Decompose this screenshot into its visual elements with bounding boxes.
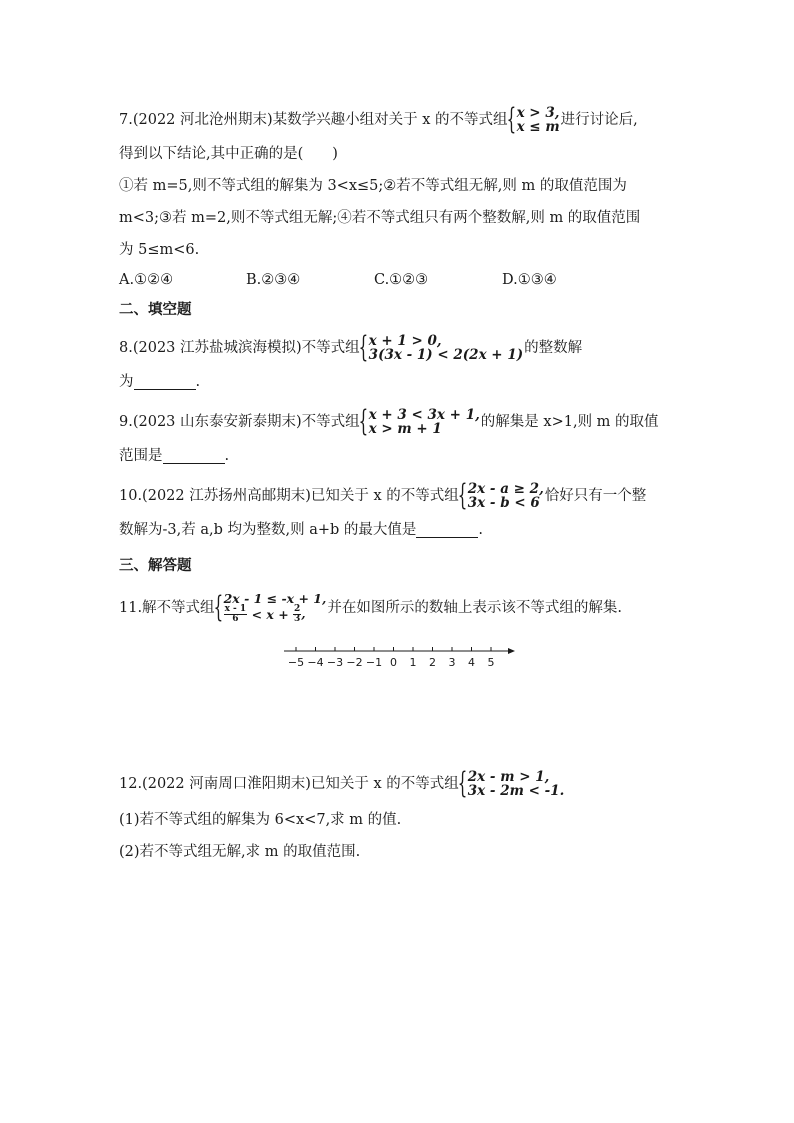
q10-suffix: 恰好只有一个整 <box>544 488 647 504</box>
q8-line1 <box>119 334 582 362</box>
section-fill-in-heading: 二、填空题 <box>119 301 192 318</box>
q11-fraction-left: $\frac{x - 1}{6}$ <box>224 604 247 624</box>
q10-answer-blank[interactable] <box>416 523 478 538</box>
q7-system: { x > 3, x ≤ m <box>509 106 560 134</box>
number-line <box>278 642 518 676</box>
q9-system: { x + 3 < 3x + 1, x > m + 1 <box>361 408 480 436</box>
q9-line1 <box>119 408 659 436</box>
number-line-label: 5 <box>487 656 495 669</box>
number-line-label: 4 <box>468 656 475 669</box>
q9-line2: 范围是 . <box>119 448 230 464</box>
q12-line1 <box>119 770 565 798</box>
number-line-label: −3 <box>326 656 344 669</box>
number-line-label: 3 <box>448 656 456 669</box>
section-solve-heading: 三、解答题 <box>119 557 192 574</box>
q9-suffix: 的解集是 x>1,则 m 的取值 <box>480 414 659 430</box>
q10-line2: 数解为-3,若 a,b 均为整数,则 a+b 的最大值是 . <box>119 522 483 538</box>
q10-line1 <box>119 482 646 510</box>
q7-prefix: 7.(2022 河北沧州期末)某数学兴趣小组对关于 x 的不等式组 <box>119 112 508 128</box>
q8-line2: 为 . <box>119 374 201 390</box>
q11-suffix: 并在如图所示的数轴上表示该不等式组的解集. <box>327 600 622 616</box>
number-line-label: 2 <box>429 656 436 669</box>
q7-line2: 得到以下结论,其中正确的是( ) <box>119 146 338 162</box>
q7-line4: m<3;③若 m=2,则不等式组无解;④若不等式组只有两个整数解,则 m 的取值范围 <box>119 210 641 226</box>
number-line-label: 1 <box>409 656 417 669</box>
q8-prefix: 8.(2023 江苏盐城滨海模拟)不等式组 <box>119 340 360 356</box>
q12-part2: (2)若不等式组无解,求 m 的取值范围. <box>119 844 361 860</box>
number-line-label: −2 <box>346 656 363 669</box>
number-line-label: −4 <box>307 656 324 669</box>
q8-suffix: 的整数解 <box>524 340 583 356</box>
q8-system: { x + 1 > 0, 3(3x - 1) < 2(2x + 1) <box>361 334 523 362</box>
q11-line1 <box>119 592 622 624</box>
q7-line1 <box>119 106 638 134</box>
q12-part1: (1)若不等式组的解集为 6<x<7,求 m 的值. <box>119 812 402 828</box>
q10-prefix: 10.(2022 江苏扬州高邮期末)已知关于 x 的不等式组 <box>119 488 459 504</box>
number-line-label: 0 <box>390 656 397 669</box>
number-line-label: −5 <box>287 656 305 669</box>
q7-option-b: B.②③④ <box>246 272 301 288</box>
q7-option-c: C.①②③ <box>374 272 429 288</box>
q8-answer-blank[interactable] <box>134 375 196 390</box>
q7-option-d: D.①③④ <box>502 272 557 288</box>
q9-answer-blank[interactable] <box>163 449 225 464</box>
number-line-label: −1 <box>365 656 383 669</box>
q12-system: { 2x - m > 1, 3x - 2m < -1. <box>460 770 565 798</box>
q11-fraction-right: $\frac{2}{3}$ <box>294 604 301 624</box>
q7-line3: ①若 m=5,则不等式组的解集为 3<x≤5;②若不等式组无解,则 m 的取值范围为 <box>119 178 627 194</box>
q7-line5: 为 5≤m<6. <box>119 242 200 258</box>
q9-prefix: 9.(2023 山东泰安新泰期末)不等式组 <box>119 414 360 430</box>
q7-option-a: A.①②④ <box>119 272 174 288</box>
q11-prefix: 11.解不等式组 <box>119 600 215 616</box>
q11-system: { 2x - 1 ≤ -x + 1, $\frac{x - 1}{6}$ < x + $\frac{2}{3}$ , <box>216 592 327 624</box>
q12-prefix: 12.(2022 河南周口淮阳期末)已知关于 x 的不等式组 <box>119 776 459 792</box>
q10-system: { 2x - a ≥ 2, 3x - b < 6 <box>460 482 544 510</box>
number-line-arrow-icon <box>508 648 515 654</box>
q7-suffix: 进行讨论后, <box>560 112 638 128</box>
